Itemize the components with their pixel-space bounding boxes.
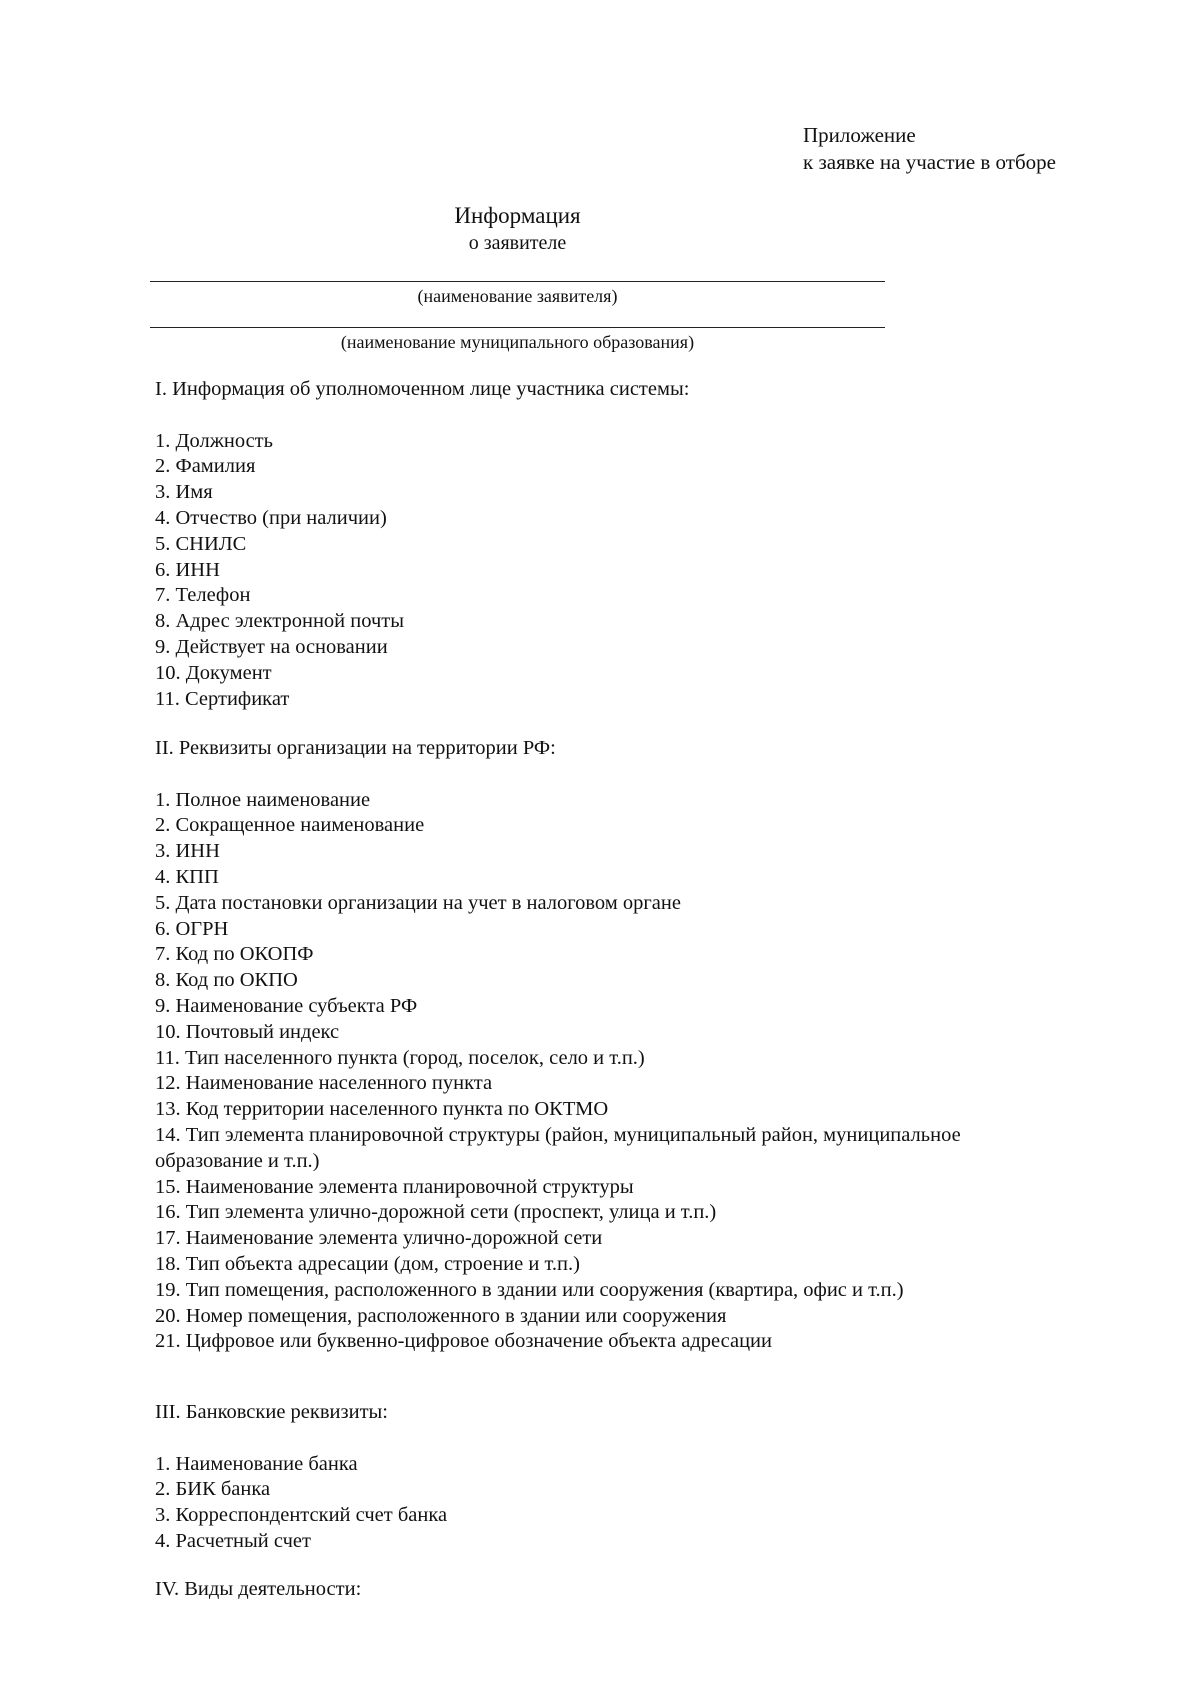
list-item: 2. БИК банка (155, 1478, 271, 1501)
list-item: 11. Сертификат (155, 687, 290, 710)
list-item: 5. СНИЛС (155, 532, 247, 555)
list-item: 4. Расчетный счет (155, 1529, 311, 1552)
appendix-note (803, 122, 1056, 176)
list-item: 2. Фамилия (155, 455, 256, 478)
list-item: 7. Телефон (155, 584, 251, 607)
list-item: 21. Цифровое или буквенно-цифровое обозначение объекта адресации (155, 1330, 772, 1353)
document-subtitle: о заявителе (468, 232, 567, 254)
appendix-line-1: Приложение (803, 123, 916, 147)
list-item: 15. Наименование элемента планировочной структуры (155, 1175, 634, 1198)
list-item: 7. Код по ОКОПФ (155, 943, 314, 966)
municipality-name-caption: (наименование муниципального образования) (340, 332, 695, 352)
list-item: 9. Наименование субъекта РФ (155, 994, 418, 1017)
list-item: 10. Почтовый индекс (155, 1020, 340, 1043)
list-item: 4. КПП (155, 865, 219, 888)
section-item-list (155, 1452, 975, 1555)
section-heading: IV. Виды деятельности: (155, 1578, 362, 1600)
list-item: 8. Код по ОКПО (155, 969, 298, 992)
list-item: 2. Сокращенное наименование (155, 814, 425, 837)
list-item: 10. Документ (155, 661, 272, 684)
document-title: Информация (454, 203, 581, 228)
section-bank-details (155, 1400, 975, 1555)
section-item-list (155, 788, 975, 1356)
list-item: 3. ИНН (155, 840, 220, 863)
applicant-name-caption: (наименование заявителя) (417, 286, 618, 306)
list-item: 6. ИНН (155, 558, 220, 581)
list-item: 3. Корреспондентский счет банка (155, 1504, 448, 1527)
municipality-name-line (150, 327, 885, 328)
section-authorized-person (155, 377, 975, 712)
list-item: 11. Тип населенного пункта (город, поселок, село и т.п.) (155, 1046, 645, 1069)
list-item: 3. Имя (155, 481, 213, 504)
list-item: 13. Код территории населенного пункта по ОКТМО (155, 1098, 609, 1121)
applicant-name-line (150, 281, 885, 282)
section-activities (155, 1577, 975, 1603)
section-heading: III. Банковские реквизиты: (155, 1401, 389, 1423)
list-item: 5. Дата постановки организации на учет в налоговом органе (155, 891, 681, 914)
list-item: 12. Наименование населенного пункта (155, 1072, 493, 1095)
section-item-list (155, 429, 975, 713)
list-item: 1. Наименование банка (155, 1452, 358, 1475)
list-item: 4. Отчество (при наличии) (155, 506, 387, 529)
list-item: 8. Адрес электронной почты (155, 610, 404, 633)
section-heading: I. Информация об уполномоченном лице участника системы: (155, 378, 690, 400)
list-item: 9. Действует на основании (155, 635, 388, 658)
list-item: 1. Должность (155, 429, 273, 452)
section-organization-details (155, 736, 975, 1355)
title-block (150, 202, 885, 256)
list-item: 18. Тип объекта адресации (дом, строение и т.п.) (155, 1252, 580, 1275)
list-item: 20. Номер помещения, расположенного в здании или сооружения (155, 1304, 727, 1327)
list-item: 16. Тип элемента улично-дорожной сети (проспект, улица и т.п.) (155, 1201, 717, 1224)
appendix-line-2: к заявке на участие в отборе (803, 150, 1056, 174)
list-item: 17. Наименование элемента улично-дорожной сети (155, 1227, 603, 1250)
section-heading: II. Реквизиты организации на территории РФ: (155, 737, 556, 759)
list-item: 6. ОГРН (155, 917, 229, 940)
list-item: 19. Тип помещения, расположенного в здании или сооружения (квартира, офис и т.п.) (155, 1278, 904, 1301)
list-item: 14. Тип элемента планировочной структуры (район, муниципальный район, муниципальное образование и т.п.) (155, 1123, 961, 1172)
list-item: 1. Полное наименование (155, 788, 371, 811)
